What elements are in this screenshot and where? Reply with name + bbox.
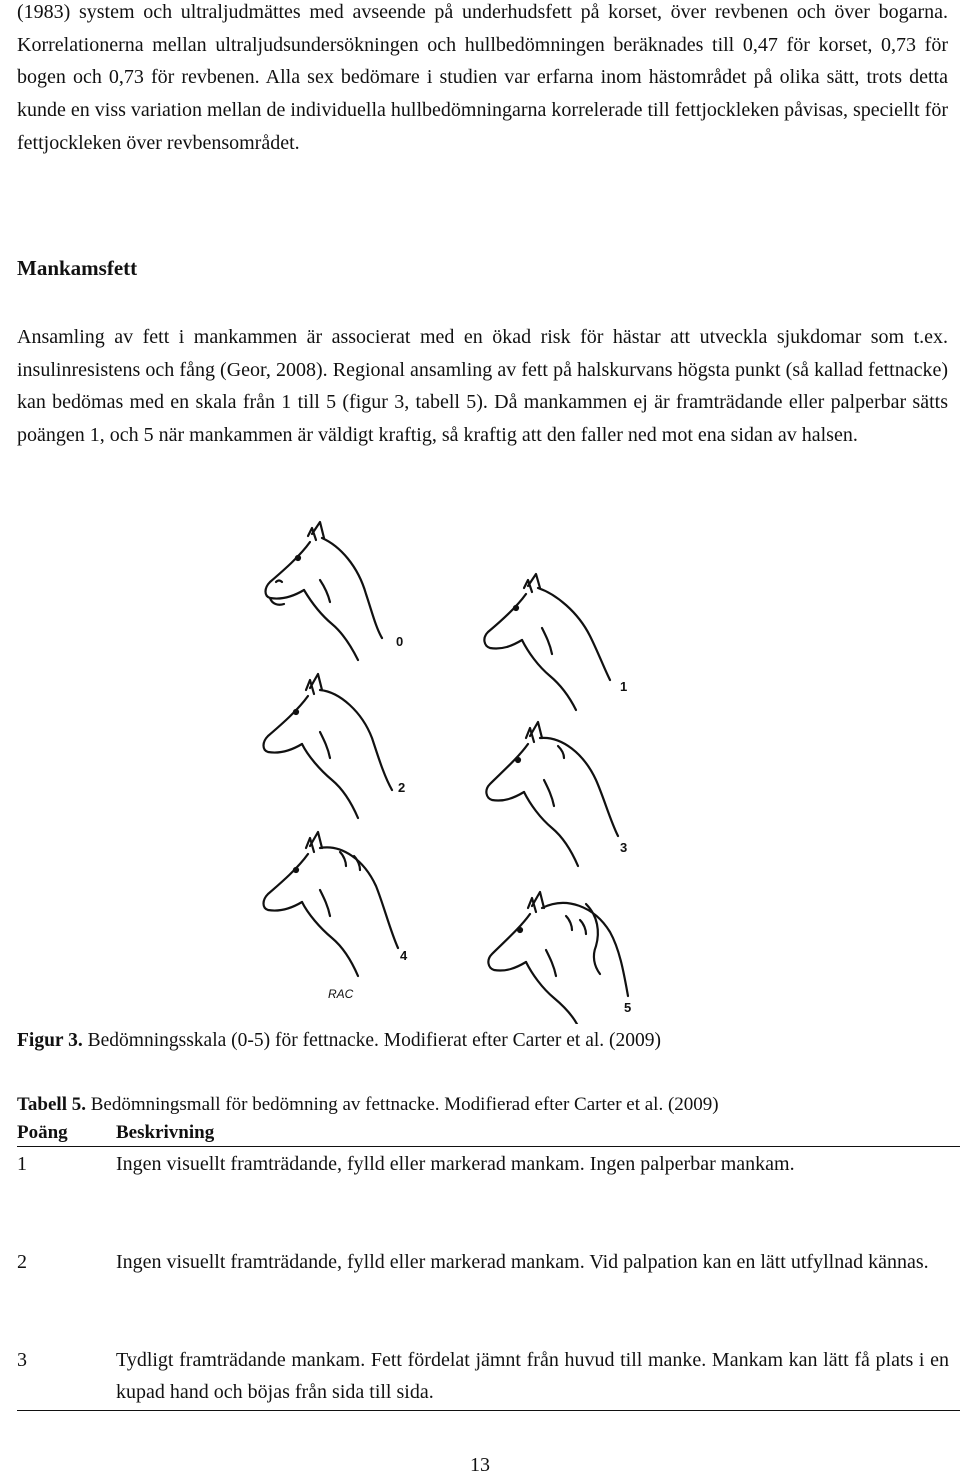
row-description: Ingen visuellt framträdande, fylld eller markerad mankam. Ingen palperbar mankam.	[116, 1153, 795, 1175]
table-caption-label: Tabell 5.	[17, 1094, 86, 1115]
horse-head-4	[264, 832, 399, 976]
figure-label-3: 3	[620, 840, 628, 855]
table-header-score: Poäng	[17, 1122, 68, 1143]
row-description: Ingen visuellt framträdande, fylld eller markerad mankam. Vid palpation kan en lätt utfyllnad kännas.	[116, 1251, 929, 1273]
row-score: 2	[17, 1251, 27, 1273]
row-score: 1	[17, 1153, 27, 1175]
section-heading: Mankamsfett	[17, 256, 138, 280]
table-header-description: Beskrivning	[116, 1122, 215, 1143]
fettnacke-scale-figure	[250, 512, 670, 1024]
artist-signature: RAC	[328, 987, 354, 1001]
figure-label-5: 5	[624, 1000, 632, 1015]
figure-label-2: 2	[398, 780, 406, 795]
table-caption	[17, 1094, 719, 1116]
horse-head-0	[266, 522, 383, 660]
horse-head-2	[264, 674, 393, 818]
page-number: 13	[470, 1454, 490, 1476]
intro-paragraph: (1983) system och ultraljudmättes med avseende på underhudsfett på korset, över revbenen och över bogarna. Korrelationerna mellan ultraljudsundersökningen och hullbedömningen beräknades till 0,47 för korset, 0,73 för bogen och 0,73 för revbenen. Alla sex bedömare i studien var erfarna inom hästområdet på olika sätt, trots detta kunde en viss variation mellan de individuella hullbedömningarna korrelerade till fettjockleken påvisas, speciellt för fettjockleken över revbensområdet.	[17, 1, 948, 154]
figure-label-0: 0	[396, 634, 404, 649]
table-header-row	[17, 1122, 960, 1147]
figure-label-1: 1	[620, 679, 628, 694]
figure-caption-label: Figur 3.	[17, 1030, 83, 1051]
section-paragraph: Ansamling av fett i mankammen är associerat med en ökad risk för hästar att utveckla sjukdomar som t.ex. insulinresistens och fång (Geor, 2008). Regional ansamling av fett på halskurvans högsta punkt (så kallad fettnacke) kan bedömas med en skala från 1 till 5 (figur 3, tabell 5). Då mankammen ej är framträdande eller palperbar sätts poängen 1, och 5 när mankammen är väldigt kraftig, så kraftig att den faller ned mot ena sidan av halsen.	[17, 326, 948, 447]
table-bottom-rule	[17, 1410, 960, 1411]
figure-label-4: 4	[400, 948, 408, 963]
row-score: 3	[17, 1349, 27, 1371]
figure-caption-text: Bedömningsskala (0-5) för fettnacke. Modifierat efter Carter et al. (2009)	[82, 1030, 662, 1051]
figure-caption	[17, 1030, 661, 1052]
horse-head-3	[486, 722, 618, 866]
horse-head-5	[488, 892, 628, 1024]
row-description: Tydligt framträdande mankam. Fett fördelat jämnt från huvud till manke. Mankam kan lätt få plats i en kupad hand och böjas från sida till sida.	[116, 1349, 949, 1403]
table-caption-text: Bedömningsmall för bedömning av fettnacke. Modifierad efter Carter et al. (2009)	[86, 1094, 719, 1115]
horse-head-1	[484, 574, 610, 710]
